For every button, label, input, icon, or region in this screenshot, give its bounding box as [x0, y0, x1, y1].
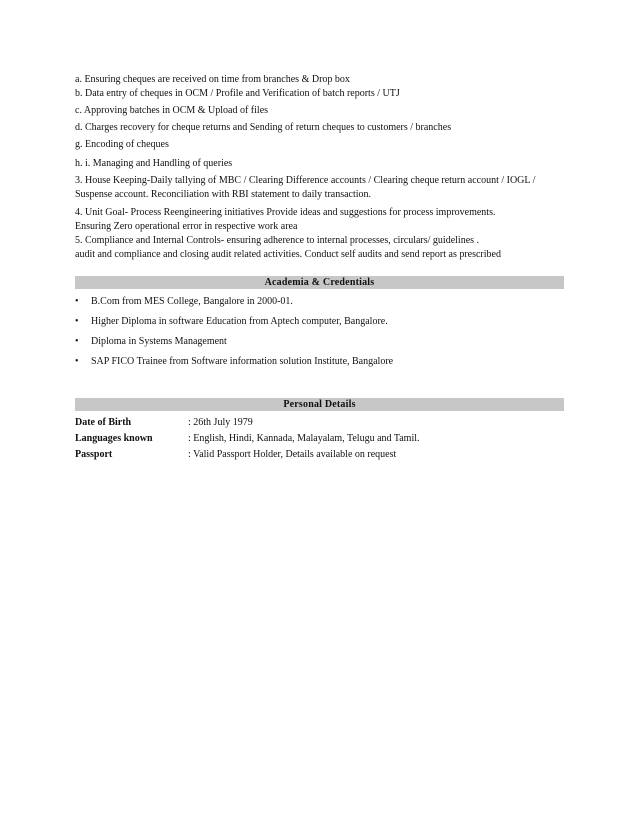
list-item — [75, 295, 564, 309]
detail-row — [75, 448, 564, 462]
duty-line: h. i. Managing and Handling of queries — [75, 158, 233, 169]
detail-label: Passport — [75, 449, 113, 460]
detail-row — [75, 432, 564, 446]
duty-line: a. Ensuring cheques are received on time from branches & Drop box — [75, 74, 350, 85]
duty-line: Ensuring Zero operational error in respective work area — [75, 221, 298, 232]
academia-heading: Academia & Credentials — [75, 276, 564, 289]
duty-line: d. Charges recovery for cheque returns and Sending of return cheques to customers / branches — [75, 122, 452, 133]
duty-line: 5. Compliance and Internal Controls- ensuring adherence to internal processes, circulars/ guidelines . — [75, 235, 480, 246]
academia-item-text: B.Com from MES College, Bangalore in 2000-01. — [91, 296, 293, 307]
detail-label: Languages known — [75, 433, 153, 444]
bullet-icon: • — [75, 316, 79, 327]
academia-item-text: Diploma in Systems Management — [91, 336, 227, 347]
list-item — [75, 315, 564, 329]
academia-item-text: SAP FICO Trainee from Software information solution Institute, Bangalore — [91, 356, 394, 367]
personal-heading: Personal Details — [75, 398, 564, 411]
duties-block — [75, 73, 564, 262]
duty-line: g. Encoding of cheques — [75, 139, 169, 150]
duty-line: c. Approving batches in OCM & Upload of files — [75, 105, 269, 116]
detail-value: : English, Hindi, Kannada, Malayalam, Telugu and Tamil. — [188, 433, 420, 444]
academia-item-text: Higher Diploma in software Education from Aptech computer, Bangalore. — [91, 316, 388, 327]
resume-content — [75, 73, 564, 464]
duty-line: b. Data entry of cheques in OCM / Profile and Verification of batch reports / UTJ — [75, 88, 400, 99]
duty-line: audit and compliance and closing audit related activities. Conduct self audits and send report as prescribed — [75, 249, 501, 260]
detail-label: Date of Birth — [75, 417, 132, 428]
detail-value: : Valid Passport Holder, Details available on request — [188, 449, 397, 460]
duty-line: 3. House Keeping-Daily tallying of MBC / Clearing Difference accounts / Clearing cheque return account / IOGL / — [75, 175, 536, 186]
list-item — [75, 335, 564, 349]
detail-value: : 26th July 1979 — [188, 417, 253, 428]
personal-details — [75, 416, 564, 462]
duty-line: 4. Unit Goal- Process Reengineering initiatives Provide ideas and suggestions for process improvements. — [75, 207, 496, 218]
bullet-icon: • — [75, 296, 79, 307]
academia-list — [75, 295, 564, 369]
list-item — [75, 355, 564, 369]
duty-line: Suspense account. Reconciliation with RBI statement to daily transaction. — [75, 189, 372, 200]
bullet-icon: • — [75, 336, 79, 347]
bullet-icon: • — [75, 356, 79, 367]
detail-row — [75, 416, 564, 430]
